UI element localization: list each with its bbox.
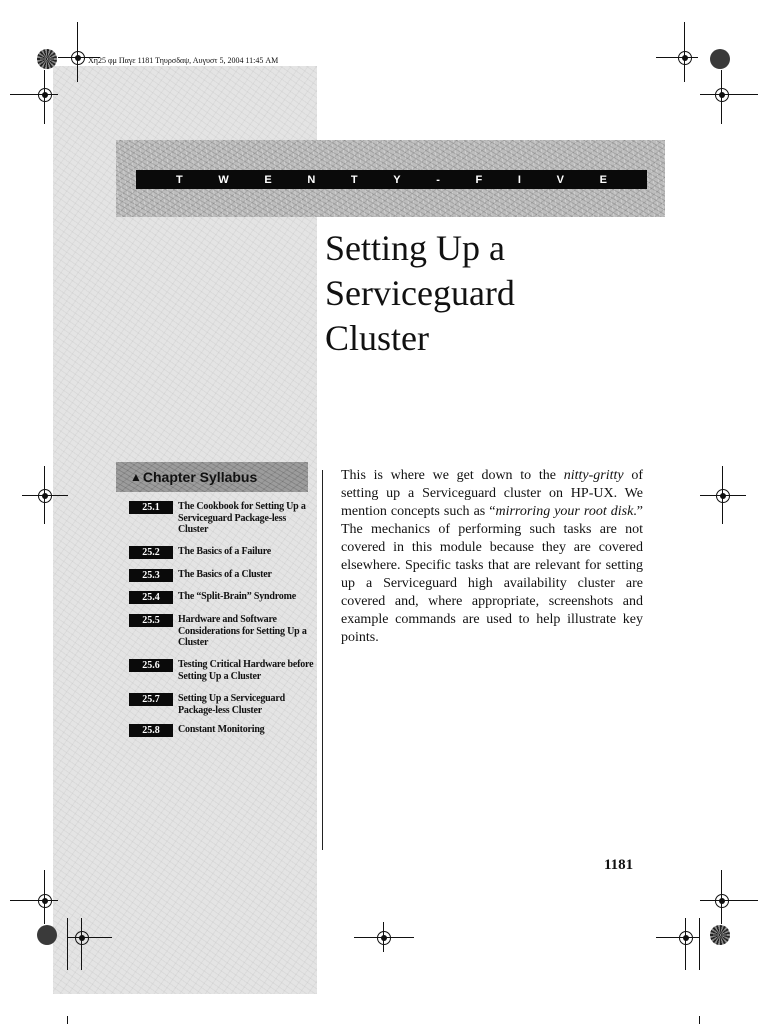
chapter-number-letter: N <box>307 173 316 186</box>
registration-mark-icon <box>678 51 692 65</box>
title-line: Cluster <box>325 318 429 358</box>
chapter-number-letter: E <box>599 173 607 186</box>
section-title: Constant Monitoring <box>178 724 265 735</box>
registration-disc-icon <box>37 49 57 69</box>
body-text-run: of setting up a Serviceguard cluster on HP-UX. We mention concepts such as “ <box>341 468 643 519</box>
section-title: Hardware and Software Considerations for Setting Up a Cluster <box>178 614 307 648</box>
registration-mark-icon <box>38 88 52 102</box>
syllabus-heading-label: Chapter Syllabus <box>142 469 258 485</box>
title-line: Serviceguard <box>325 273 515 313</box>
chapter-number-letter: E <box>264 173 272 186</box>
chapter-number-letter: Y <box>393 173 401 186</box>
section-title: The “Split-Brain” Syndrome <box>178 591 296 602</box>
chapter-title <box>325 226 625 361</box>
section-title: The Cookbook for Setting Up a Serviceguard Package-less Cluster <box>178 501 306 535</box>
body-emphasis: mirroring your root disk <box>495 504 634 519</box>
intro-paragraph <box>341 467 643 647</box>
chapter-number-letter: W <box>218 173 229 186</box>
section-title: The Basics of a Cluster <box>178 569 272 580</box>
syllabus-item <box>129 501 314 536</box>
registration-mark-icon <box>71 51 85 65</box>
page-number: 1181 <box>604 857 634 873</box>
body-text-run: This is where we get down to the <box>341 468 564 483</box>
registration-mark-icon <box>38 894 52 908</box>
triangle-icon: ▲ <box>130 469 142 484</box>
registration-mark-icon <box>716 489 730 503</box>
print-slug: Xη25 φμ Παγε 1181 Τηυρσδαψ, Αυγυστ 5, 2004 11:45 AM <box>88 56 279 65</box>
section-title: Setting Up a Serviceguard Package-less Cluster <box>178 693 285 716</box>
registration-disc-icon <box>710 925 730 945</box>
registration-disc-icon <box>37 925 57 945</box>
section-number: 25.4 <box>129 591 173 604</box>
syllabus-item <box>129 546 314 559</box>
chapter-number-letter: I <box>517 173 521 186</box>
chapter-number-bar <box>136 170 647 189</box>
syllabus-item <box>129 693 314 716</box>
section-number: 25.3 <box>129 569 173 582</box>
chapter-number-letter: V <box>556 173 564 186</box>
title-line: Setting Up a <box>325 228 505 268</box>
chapter-number-letter: T <box>176 173 183 186</box>
registration-mark-icon <box>679 931 693 945</box>
syllabus-heading <box>116 462 308 492</box>
chapter-banner <box>116 140 665 217</box>
chapter-number-letter: F <box>475 173 483 186</box>
section-number: 25.2 <box>129 546 173 559</box>
registration-mark-icon <box>38 489 52 503</box>
syllabus-item <box>129 569 314 582</box>
registration-mark-icon <box>377 931 391 945</box>
syllabus-item <box>129 591 314 604</box>
section-number: 25.6 <box>129 659 173 672</box>
body-text-run: .” The mechanics of performing such tasks are not covered in this module because they are covered elsewhere. Specific tasks that are relevant for setting up a Serviceguard high availability cluster are covered and, where appropriate, screenshots and example commands are used to help illustrate key points. <box>341 504 644 645</box>
section-number: 25.1 <box>129 501 173 514</box>
chapter-number-letter: - <box>436 173 440 186</box>
syllabus-item <box>129 614 314 649</box>
registration-mark-icon <box>715 894 729 908</box>
column-divider <box>322 470 323 850</box>
chapter-number-letter: T <box>350 173 358 186</box>
body-emphasis: nitty-gritty <box>563 468 624 483</box>
syllabus-item <box>129 659 314 682</box>
section-title: The Basics of a Failure <box>178 546 271 557</box>
section-number: 25.7 <box>129 693 173 706</box>
syllabus-item <box>129 724 314 737</box>
section-title: Testing Critical Hardware before Setting Up a Cluster <box>178 659 314 682</box>
registration-mark-icon <box>715 88 729 102</box>
registration-disc-icon <box>710 49 730 69</box>
section-number: 25.8 <box>129 724 173 737</box>
section-number: 25.5 <box>129 614 173 627</box>
registration-mark-icon <box>75 931 89 945</box>
